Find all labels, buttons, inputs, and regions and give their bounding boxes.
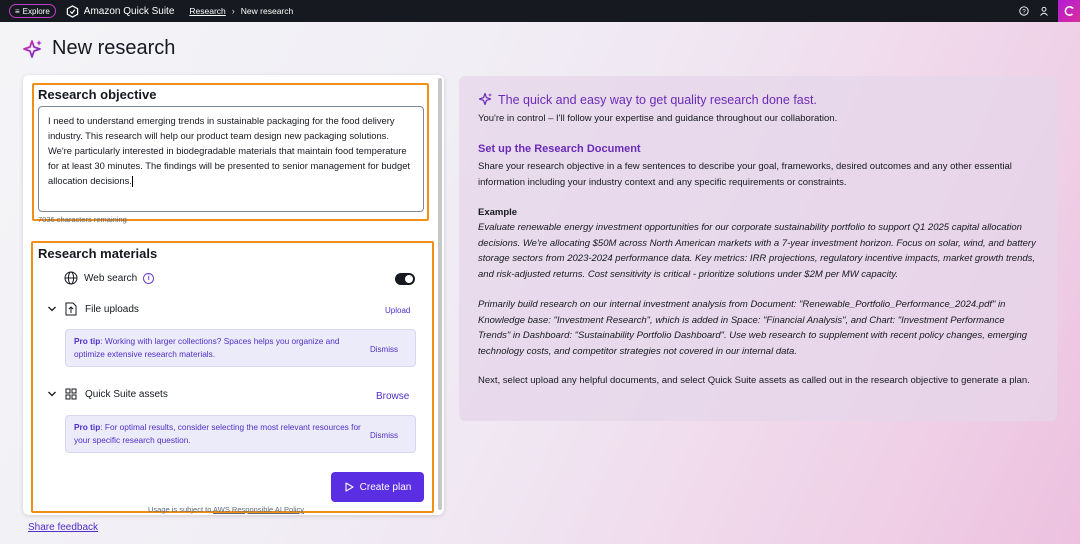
share-feedback-link[interactable]: Share feedback: [28, 522, 99, 533]
usage-notice: [148, 505, 304, 514]
guidance-headline-text: The quick and easy way to get quality research done fast.: [498, 92, 817, 107]
explore-label: Explore: [22, 6, 50, 16]
svg-text:?: ?: [1022, 9, 1026, 16]
example-paragraph-1: Evaluate renewable energy investment opportunities for our corporate sustainability portfolio to support Q1 2025 capital allocation decisions. We're allocating $50M across North American markets with a 7-year investment horizon. Focus on solar, wind, and battery storage sectors from 2023-2024 performance data. Key metrics: IRR projections, regulatory incentive impacts, market growth trends, and risk-adjusted returns. Cost sensitivity is critical - prioritize solutions under $2M per MW capacity.: [478, 222, 1036, 280]
dismiss-button[interactable]: Dismiss: [370, 431, 398, 440]
example-title: Example: [478, 207, 518, 218]
guidance-headline: [478, 92, 1037, 107]
text-cursor: [132, 176, 133, 187]
create-plan-label: Create plan: [359, 481, 412, 493]
chevron-right-icon: ›: [231, 6, 235, 16]
user-icon: [1039, 6, 1049, 16]
web-search-toggle[interactable]: [395, 273, 415, 285]
chevron-down-icon[interactable]: [47, 389, 57, 399]
breadcrumb-research[interactable]: Research: [189, 6, 226, 16]
dismiss-button[interactable]: Dismiss: [370, 345, 398, 354]
top-navigation-bar: [0, 0, 1080, 22]
browse-link[interactable]: Browse: [376, 391, 410, 402]
pro-tip-text: : Working with larger collections? Spaces helps you organize and optimize extensive research materials.: [74, 336, 340, 359]
pro-tip-text: : For optimal results, consider selecting the most relevant resources for your specific research question.: [74, 422, 361, 445]
scrollbar[interactable]: [438, 78, 442, 510]
pro-tip-spaces: [65, 329, 416, 367]
sparkle-icon: [22, 38, 44, 60]
guidance-subline: You're in control – I'll follow your expertise and guidance throughout our collaboration.: [478, 113, 838, 124]
file-upload-icon: [65, 302, 77, 316]
research-objective-text: I need to understand emerging trends in sustainable packaging for the food delivery industry. This research will help our product team design new packaging solutions. We're particularly interested in biodegradable materials that maintain food temperature for at least 30 minutes. The findings will be presented to senior management for budget allocation decisions.: [48, 115, 411, 186]
quicksuite-logo-icon: [66, 5, 79, 18]
web-search-row: [64, 271, 154, 285]
research-materials-title: Research materials: [38, 246, 158, 261]
web-search-label: Web search: [84, 272, 138, 284]
page-title: New research: [52, 37, 176, 59]
grid-icon: [65, 388, 77, 400]
help-icon: [1019, 6, 1029, 16]
pro-tip-relevance: [65, 415, 416, 453]
help-button[interactable]: [1014, 6, 1034, 16]
page-header: [22, 37, 175, 60]
breadcrumb-current: New research: [240, 6, 294, 16]
quick-suite-assets-row[interactable]: [47, 388, 168, 400]
guidance-panel: [459, 76, 1057, 421]
research-objective-title: Research objective: [38, 87, 157, 102]
q-badge-icon: [1063, 5, 1075, 17]
q-assistant-button[interactable]: [1058, 0, 1080, 22]
setup-title: Set up the Research Document: [478, 143, 641, 155]
example-paragraph-2: Primarily build research on our internal investment analysis from Document: "Renewable_Portfolio_Performance_2024.pdf" in Knowledge base: "Investment Research", which is added in Space: "Financial Analysis", and Chart: "Investment Performance Trends" in Dashboard: "Sustainability Portfolio Dashboard". Use web research to supplement with recent policy changes, emerging technology costs, and competitor strategies not covered in our internal data.: [478, 299, 1028, 357]
research-materials-section: [31, 241, 434, 513]
user-button[interactable]: [1034, 6, 1054, 16]
research-objective-input[interactable]: [38, 106, 424, 212]
characters-remaining: 7036 characters remaining: [38, 215, 127, 224]
globe-icon: [64, 271, 78, 285]
app-name: Amazon Quick Suite: [83, 5, 175, 17]
responsible-ai-policy-link[interactable]: AWS Responsible AI Policy: [213, 505, 305, 514]
chevron-down-icon[interactable]: [47, 304, 57, 314]
explore-button[interactable]: [9, 4, 56, 18]
usage-prefix: Usage is subject to: [148, 505, 212, 514]
file-uploads-label: File uploads: [85, 303, 139, 315]
setup-text: Share your research objective in a few sentences to describe your goal, frameworks, desired outcomes and any other essential information including your industry context and any specific requirements or constraints.: [478, 161, 1012, 188]
quick-suite-assets-label: Quick Suite assets: [85, 388, 168, 400]
app-logo[interactable]: [66, 5, 175, 18]
menu-icon: ≡: [15, 6, 20, 16]
play-icon: [344, 482, 354, 492]
create-plan-button[interactable]: [331, 472, 424, 502]
sparkle-icon: [478, 92, 493, 107]
upload-link[interactable]: Upload: [385, 306, 411, 315]
next-steps-text: Next, select upload any helpful documents, and select Quick Suite assets as called out in the research objective to generate a plan.: [478, 375, 1030, 386]
pro-tip-label: Pro tip: [74, 336, 101, 346]
research-objective-section: [32, 83, 429, 224]
file-uploads-row[interactable]: [47, 302, 139, 316]
research-form-panel: [23, 75, 444, 515]
pro-tip-label: Pro tip: [74, 422, 101, 432]
info-icon[interactable]: i: [143, 273, 154, 284]
